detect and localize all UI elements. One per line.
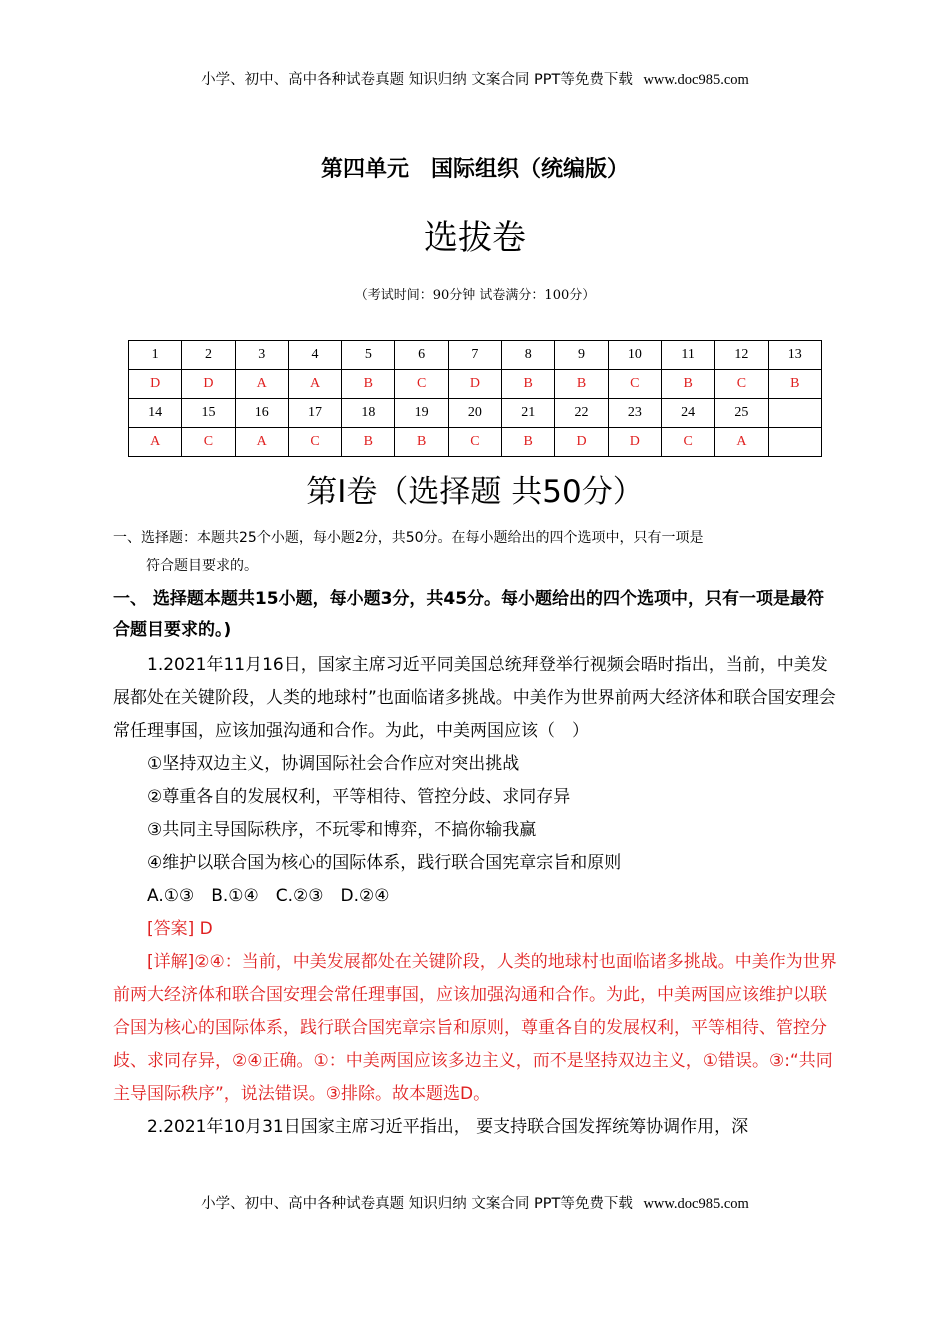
detail-label: [详解] [147,952,195,972]
question-number-cell [768,399,821,428]
exam-info: （考试时间：90分钟 试卷满分：100分） [354,288,596,303]
answer-label: [答案] [147,919,195,939]
answer-cell: B [342,370,395,399]
question-number-cell: 1 [129,341,182,370]
instruction-line1: 一、选择题：本题共25个小题，每小题2分，共50分。在每小题给出的四个选项中，只有一项是 [113,530,704,546]
question1-item-1: ①坚持双边主义，协调国际社会合作应对突出挑战 [147,754,520,774]
answer-cell: D [608,428,661,457]
answer-table-answer-row [129,428,822,457]
answer-cell: A [235,370,288,399]
header-text: 小学、初中、高中各种试卷真题 知识归纳 文案合同 PPT等免费下载 [201,72,633,88]
question1-item-4: ④维护以联合国为核心的国际体系，践行联合国宪章宗旨和原则 [147,853,622,873]
question-number-cell: 12 [715,341,768,370]
answer-cell: B [768,370,821,399]
answer-cell: D [555,428,608,457]
question1-detail [113,946,839,1111]
question-number-cell: 16 [235,399,288,428]
answer-cell: A [235,428,288,457]
header-url[interactable]: www.doc985.com [643,72,749,88]
question-number-cell: 9 [555,341,608,370]
answer-cell: B [342,428,395,457]
question-number-cell: 18 [342,399,395,428]
question-number-cell: 22 [555,399,608,428]
question-number-cell: 13 [768,341,821,370]
page-header [0,68,950,89]
unit-title [0,152,950,183]
question1-stem: 1.2021年11月16日，国家主席习近平同美国总统拜登举行视频会晤时指出，当前，中美发展都处在关键阶段，人类的地球村”也面临诸多挑战。中美作为世界前两大经济体和联合国安理会常任理事国，应该加强沟通和合作。为此，中美两国应该（ ） [113,655,836,741]
question-number-cell: 17 [288,399,341,428]
question1-item-2: ②尊重各自的发展权利，平等相待、管控分歧、求同存异 [147,787,571,807]
answer-cell: C [395,370,448,399]
answer-cell: A [715,428,768,457]
unit-title-part1: 第四单元 [320,157,409,182]
page-footer [0,1192,950,1213]
detail-text: ②④：当前，中美发展都处在关键阶段，人类的地球村也面临诸多挑战。中美作为世界前两大经济体和联合国安理会常任理事国，应该加强沟通和合作。为此，中美两国应该维护以联合国为核心的国际体系，践行联合国宪章宗旨和原则，尊重各自的发展权利，平等相待、管控分歧、求同存异，②④正确。①：中美两国应该多边主义，而不是坚持双边主义，①错误。③:“共同主导国际秩序”，说法错误。③排除。故本题选D。 [113,952,837,1104]
question-number-cell: 5 [342,341,395,370]
answer-cell [768,428,821,457]
question-number-cell: 14 [129,399,182,428]
question-number-cell: 23 [608,399,661,428]
answer-cell: C [288,428,341,457]
question-number-cell: 11 [661,341,714,370]
instruction-line2: 符合题目要求的。 [146,558,258,574]
question-number-cell: 2 [182,341,235,370]
bold-instruction: 一、 选择题本题共15小题，每小题3分，共45分。每小题给出的四个选项中，只有一项是最符合题目要求的。) [113,589,825,640]
footer-url[interactable]: www.doc985.com [643,1196,749,1212]
footer-text: 小学、初中、高中各种试卷真题 知识归纳 文案合同 PPT等免费下载 [201,1196,633,1212]
question1-choices: A.①③ B.①④ C.②③ D.②④ [147,886,390,906]
question-number-cell: 8 [502,341,555,370]
question1-answer [147,913,839,946]
answer-table-number-row [129,399,822,428]
answer-table-number-row [129,341,822,370]
answer-table [128,340,822,457]
question-content [113,524,839,1144]
answer-cell: D [129,370,182,399]
question2-stem: 2.2021年10月31日国家主席习近平指出， 要支持联合国发挥统筹协调作用，深 [147,1117,749,1137]
answer-cell: B [661,370,714,399]
answer-cell: B [395,428,448,457]
answer-cell: B [555,370,608,399]
question-number-cell: 24 [661,399,714,428]
question-number-cell: 19 [395,399,448,428]
question-number-cell: 25 [715,399,768,428]
question-number-cell: 7 [448,341,501,370]
answer-cell: B [502,428,555,457]
answer-cell: C [182,428,235,457]
answer-cell: D [448,370,501,399]
answer-cell: C [661,428,714,457]
question-number-cell: 4 [288,341,341,370]
answer-value: D [199,919,213,939]
unit-title-part2: 国际组织（统编版） [431,157,630,182]
question-number-cell: 15 [182,399,235,428]
answer-cell: C [715,370,768,399]
answer-cell: C [608,370,661,399]
question-number-cell: 20 [448,399,501,428]
question-number-cell: 10 [608,341,661,370]
answer-cell: B [502,370,555,399]
answer-cell: C [448,428,501,457]
paper-title: 选拔卷 [424,218,526,258]
question-number-cell: 6 [395,341,448,370]
answer-cell: A [288,370,341,399]
question1-item-3: ③共同主导国际秩序，不玩零和博弈，不搞你输我赢 [147,820,537,840]
answer-cell: A [129,428,182,457]
question-number-cell: 3 [235,341,288,370]
answer-cell: D [182,370,235,399]
section-title: 第Ⅰ卷（选择题 共50分） [306,474,644,510]
question-number-cell: 21 [502,399,555,428]
answer-table-answer-row [129,370,822,399]
